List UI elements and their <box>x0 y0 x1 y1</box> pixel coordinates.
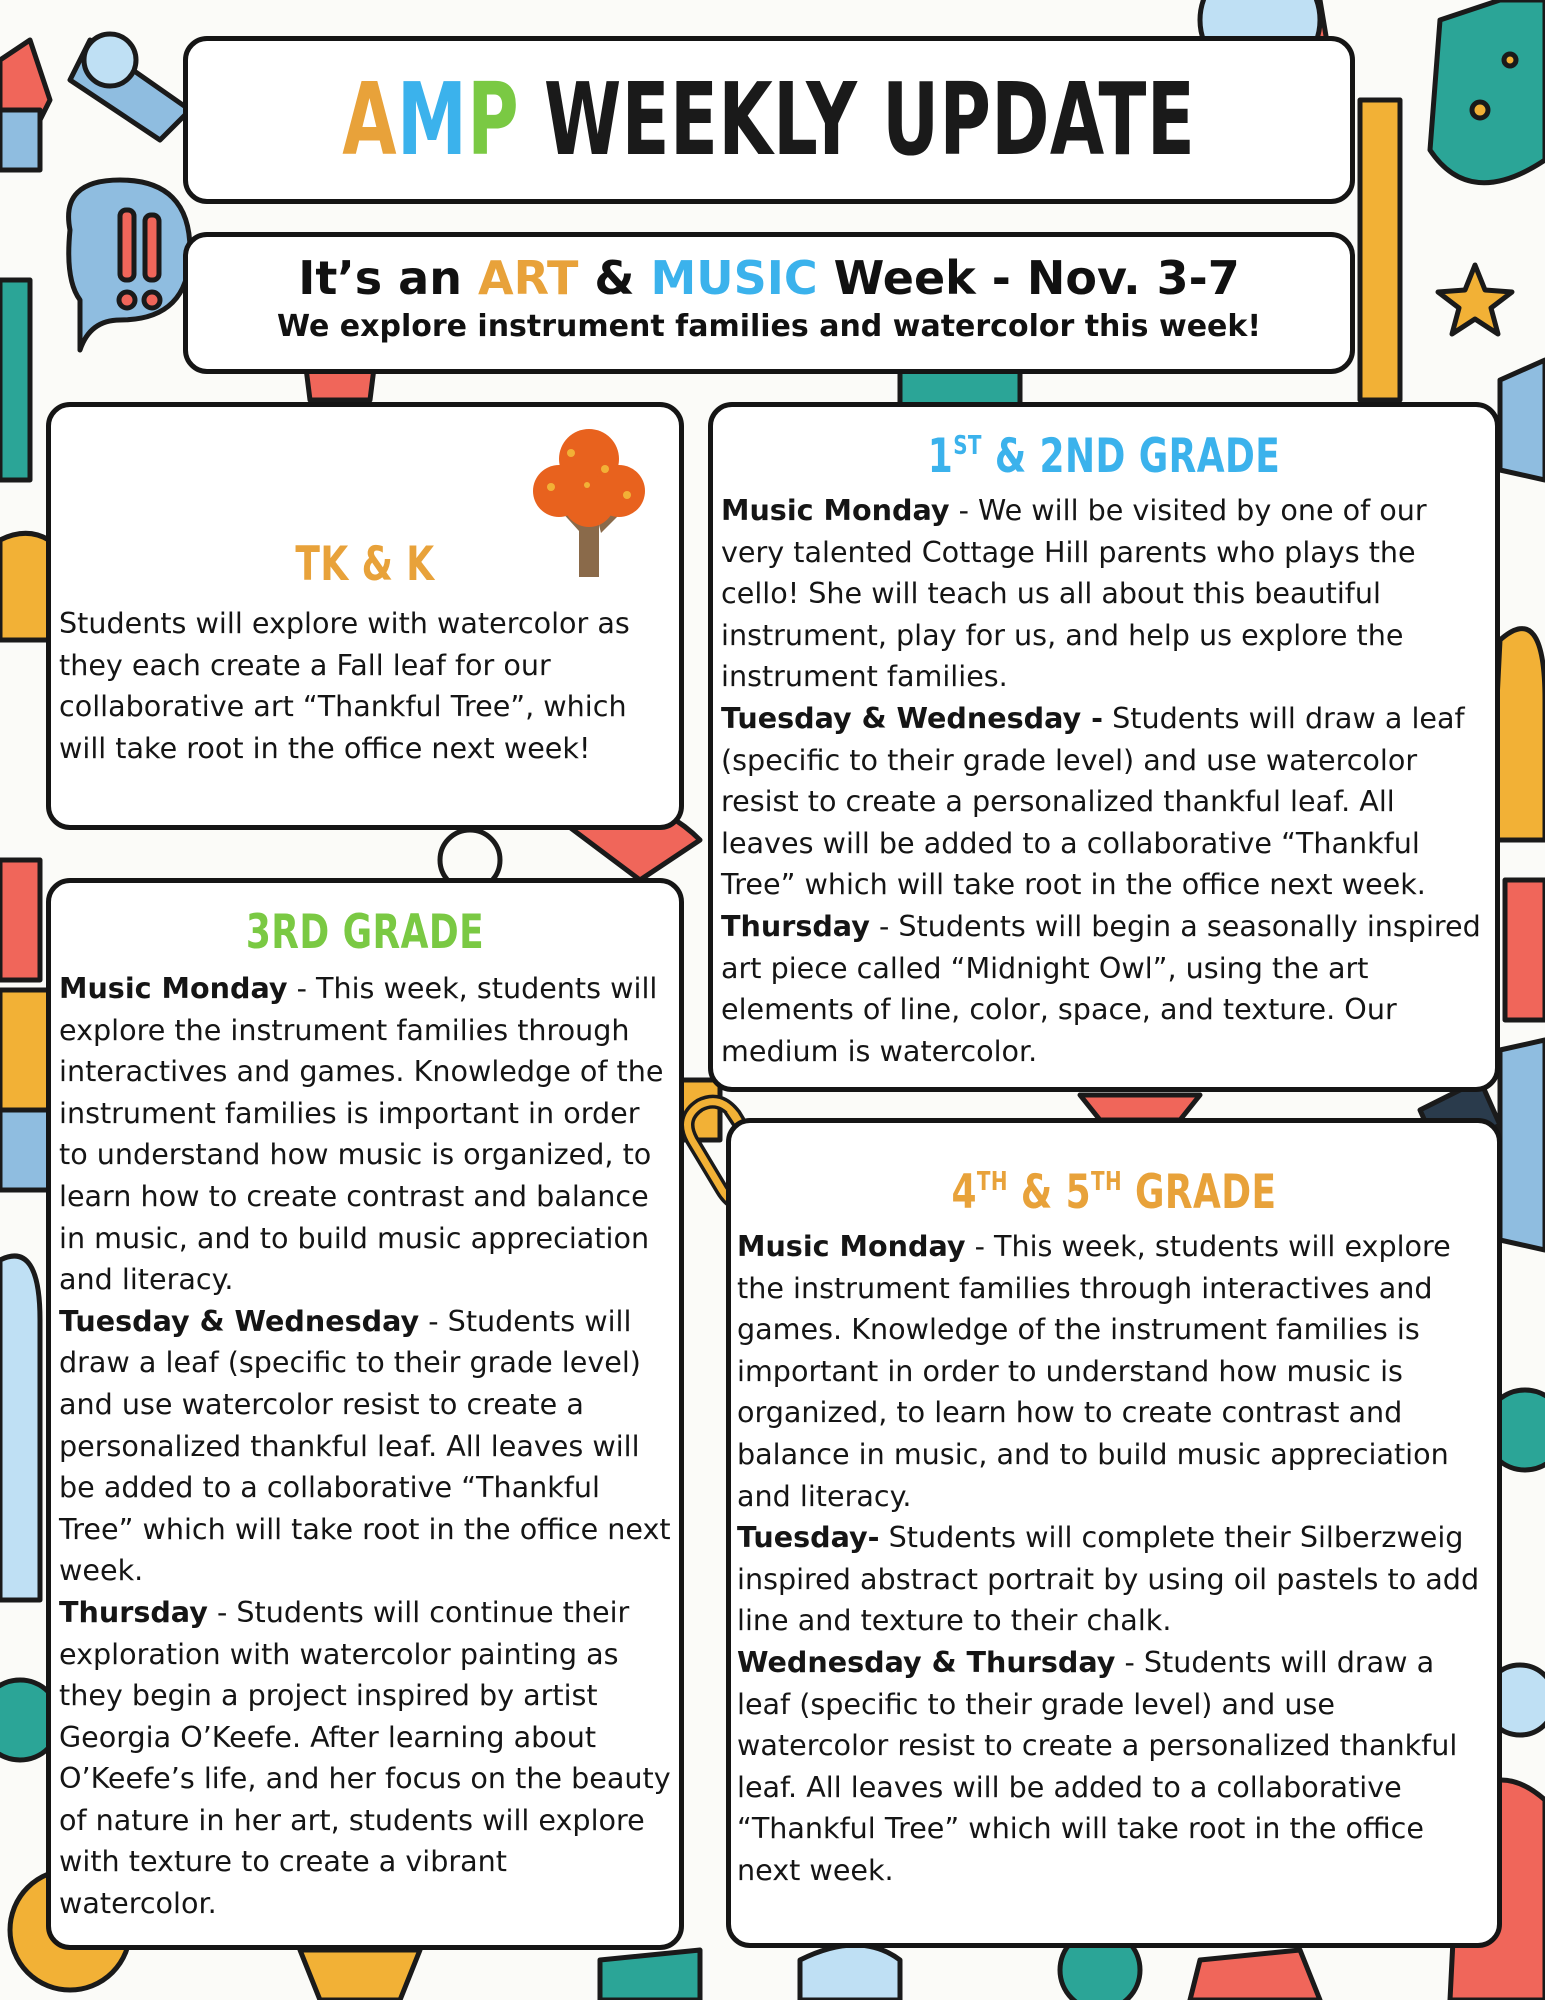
grade-1-2-item: Tuesday & Wednesday - Students will draw a leaf (specific to their grade level) and use watercolor resist to create a personalized thankful leaf. All leaves will be added to a collaborative “Thankful Tree” which will take root in the office next week. <box>721 700 1465 902</box>
grade-3-title: 3RD GRADE <box>245 905 485 960</box>
grade-4-5-title: 4TH & 5TH GRADE <box>951 1165 1277 1220</box>
grade-3-item: Tuesday & Wednesday - Students will draw a leaf (specific to their grade level) and use watercolor resist to create a personalized thankful leaf. All leaves will be added to a collaborative “Thankful Tree” which will take root in the office next week. <box>59 1303 671 1588</box>
grade-1-2-section <box>708 402 1500 1092</box>
tk-k-title: TK & K <box>295 537 435 592</box>
title-banner <box>183 36 1355 204</box>
tk-k-section <box>46 402 684 830</box>
grade-4-5-body <box>737 1226 1493 1892</box>
grade-4-5-item: Music Monday - This week, students will explore the instrument families through interactives and games. Knowledge of the instrument families is important in order to understand how music is organized, to learn how to create contrast and balance in music, and to build music appreciation and literacy. <box>737 1229 1451 1513</box>
grade-4-5-section <box>726 1118 1502 1948</box>
grade-4-5-item: Tuesday- Students will complete their Silberzweig inspired abstract portrait by using oil pastels to add line and texture to their chalk. <box>737 1520 1480 1638</box>
page-title: AMP WEEKLY UPDATE <box>342 61 1196 178</box>
grade-1-2-title: 1ST & 2ND GRADE <box>927 429 1281 484</box>
grade-4-5-item: Wednesday & Thursday - Students will draw a leaf (specific to their grade level) and use watercolor resist to create a personalized thankful leaf. All leaves will be added to a collaborative “Thankful Tree” which will take root in the office next week. <box>737 1644 1458 1887</box>
star-icon <box>1438 265 1512 334</box>
grade-3-item: Thursday - Students will continue their exploration with watercolor painting as they begin a project inspired by artist Georgia O’Keefe. After learning about O’Keefe’s life, and her focus on the beauty of nature in her art, students will explore with texture to create a vibrant watercolor. <box>59 1594 671 1921</box>
week-banner <box>183 232 1355 374</box>
week-heading: It’s an ART & MUSIC Week - Nov. 3-7 <box>298 251 1240 305</box>
grade-3-section <box>46 878 684 1950</box>
grade-1-2-body <box>721 490 1489 1072</box>
week-tagline: We explore instrument families and watercolor this week! <box>276 309 1262 344</box>
grade-1-2-item: Thursday - Students will begin a seasonally inspired art piece called “Midnight Owl”, using the art elements of line, color, space, and texture. Our medium is watercolor. <box>721 908 1481 1068</box>
grade-3-item: Music Monday - This week, students will explore the instrument families through interactives and games. Knowledge of the instrument families is important in order to understand how music is organized, to learn how to create contrast and balance in music, and to build music appreciation and literacy. <box>59 971 664 1297</box>
grade-1-2-item: Music Monday - We will be visited by one of our very talented Cottage Hill parents who plays the cello! She will teach us all about this beautiful instrument, play for us, and help us explore the instrument families. <box>721 493 1427 694</box>
grade-3-body <box>59 968 673 1925</box>
tk-k-text: Students will explore with watercolor as they each create a Fall leaf for our collaborative art “Thankful Tree”, which will take root in the office next week! <box>59 606 630 765</box>
